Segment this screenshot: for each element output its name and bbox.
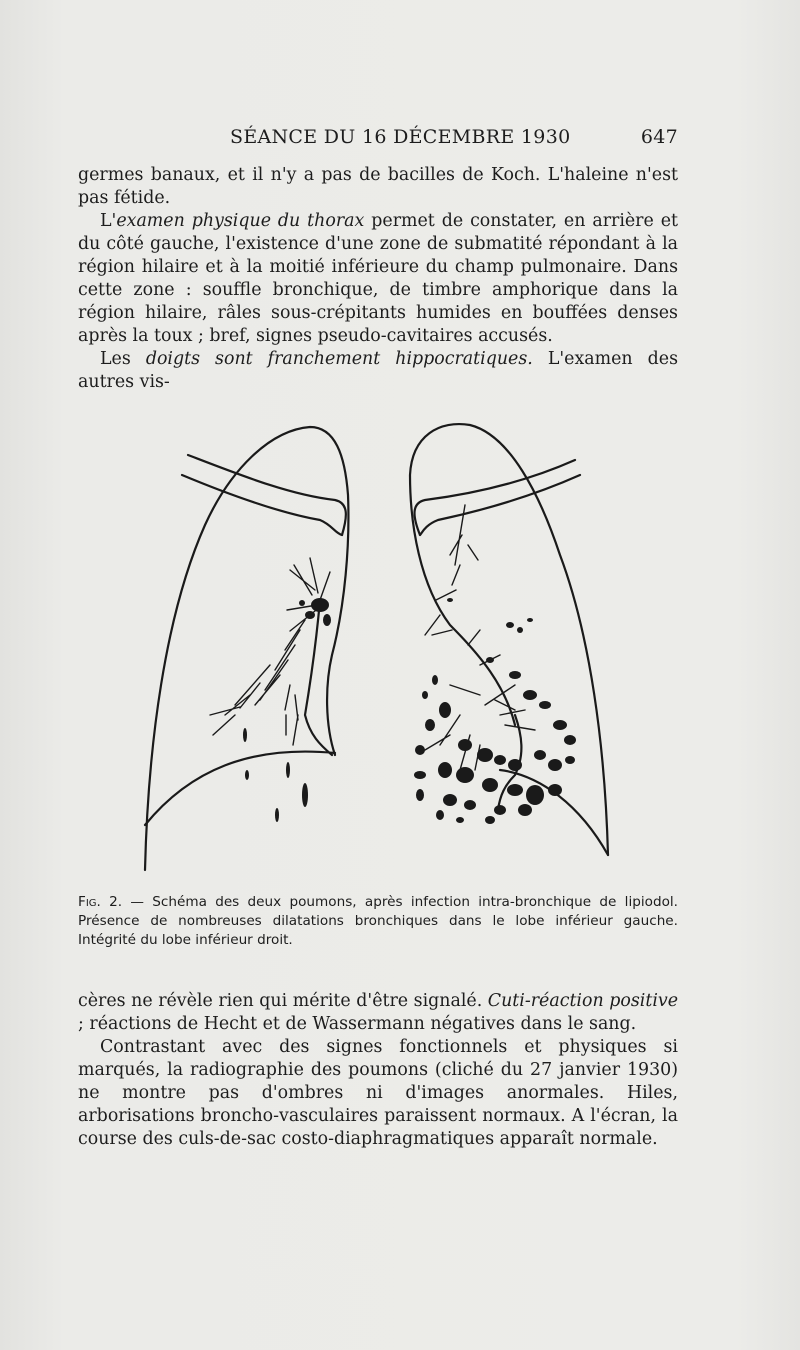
left-clavicle-lower bbox=[420, 475, 580, 535]
running-title: SÉANCE DU 16 DÉCEMBRE 1930 bbox=[230, 126, 571, 148]
paragraph-1: germes banaux, et il n'y a pas de bacilles de Koch. L'haleine n'est pas fétide. bbox=[78, 165, 678, 208]
left-lung-diaphragm bbox=[500, 770, 608, 855]
left-lower-lobe-blots bbox=[414, 598, 576, 824]
paragraph-2 bbox=[78, 210, 678, 348]
body-text-bottom bbox=[78, 990, 678, 1151]
figure-label: Fig. 2. bbox=[78, 894, 123, 910]
left-clavicle-upper bbox=[415, 460, 575, 535]
figure-caption-text: — Schéma des deux poumons, après infection intra-bronchique de lipiodol. Présence de nombreuses dilatations bronchiques dans le lobe inférieur gauche. Intégrité du lobe inférieur droit. bbox=[78, 894, 678, 948]
paragraph-5: Contrastant avec des signes fonctionnels et physiques si marqués, la radiographie des poumons (cliché du 27 janvier 1930) ne montre pas d'ombres ni d'images anormales. Hiles, arborisations broncho-vasculaires paraissent normaux. A l'écran, la course des culs-de-sac costo-diaphragmatiques apparaît normale. bbox=[78, 1037, 678, 1149]
lung-schematic-figure bbox=[120, 415, 640, 885]
paragraph-3-italic: doigts sont franchement hippocratiques. bbox=[145, 349, 533, 369]
paragraph-4 bbox=[78, 990, 678, 1036]
paragraph-3-rest: L'examen des autres vis- bbox=[78, 349, 679, 392]
page-number: 647 bbox=[640, 126, 678, 148]
paragraph-2-rest: permet de constater, en arrière et du côté gauche, l'existence d'une zone de submatité répondant à la région hilaire et à la moitié inférieure du champ pulmonaire. Dans cette zone : souffle bronchique, de timbre amphorique dans la région hilaire, râles sous-crépitants humides en bouffées denses après la toux ; bref, signes pseudo-cavitaires accusés. bbox=[78, 211, 678, 346]
paragraph-3 bbox=[78, 348, 678, 394]
paragraph-3-prefix: Les bbox=[100, 349, 146, 369]
paragraph-2-prefix: L' bbox=[100, 211, 117, 231]
paragraph-2-italic: examen physique du thorax bbox=[116, 211, 365, 231]
right-lung-outline bbox=[145, 427, 348, 870]
paragraph-4-italic: Cuti-réaction positive bbox=[487, 991, 678, 1011]
right-clavicle-lower bbox=[182, 475, 342, 535]
paragraph-4-rest: ; réactions de Hecht et de Wassermann négatives dans le sang. bbox=[78, 1014, 637, 1034]
running-header bbox=[78, 126, 678, 156]
body-text-top bbox=[78, 164, 678, 394]
paragraph-4-text: cères ne révèle rien qui mérite d'être signalé. bbox=[78, 991, 488, 1011]
figure-caption bbox=[78, 893, 678, 950]
right-clavicle-upper bbox=[188, 455, 346, 535]
right-bronchial-markings bbox=[210, 558, 330, 745]
